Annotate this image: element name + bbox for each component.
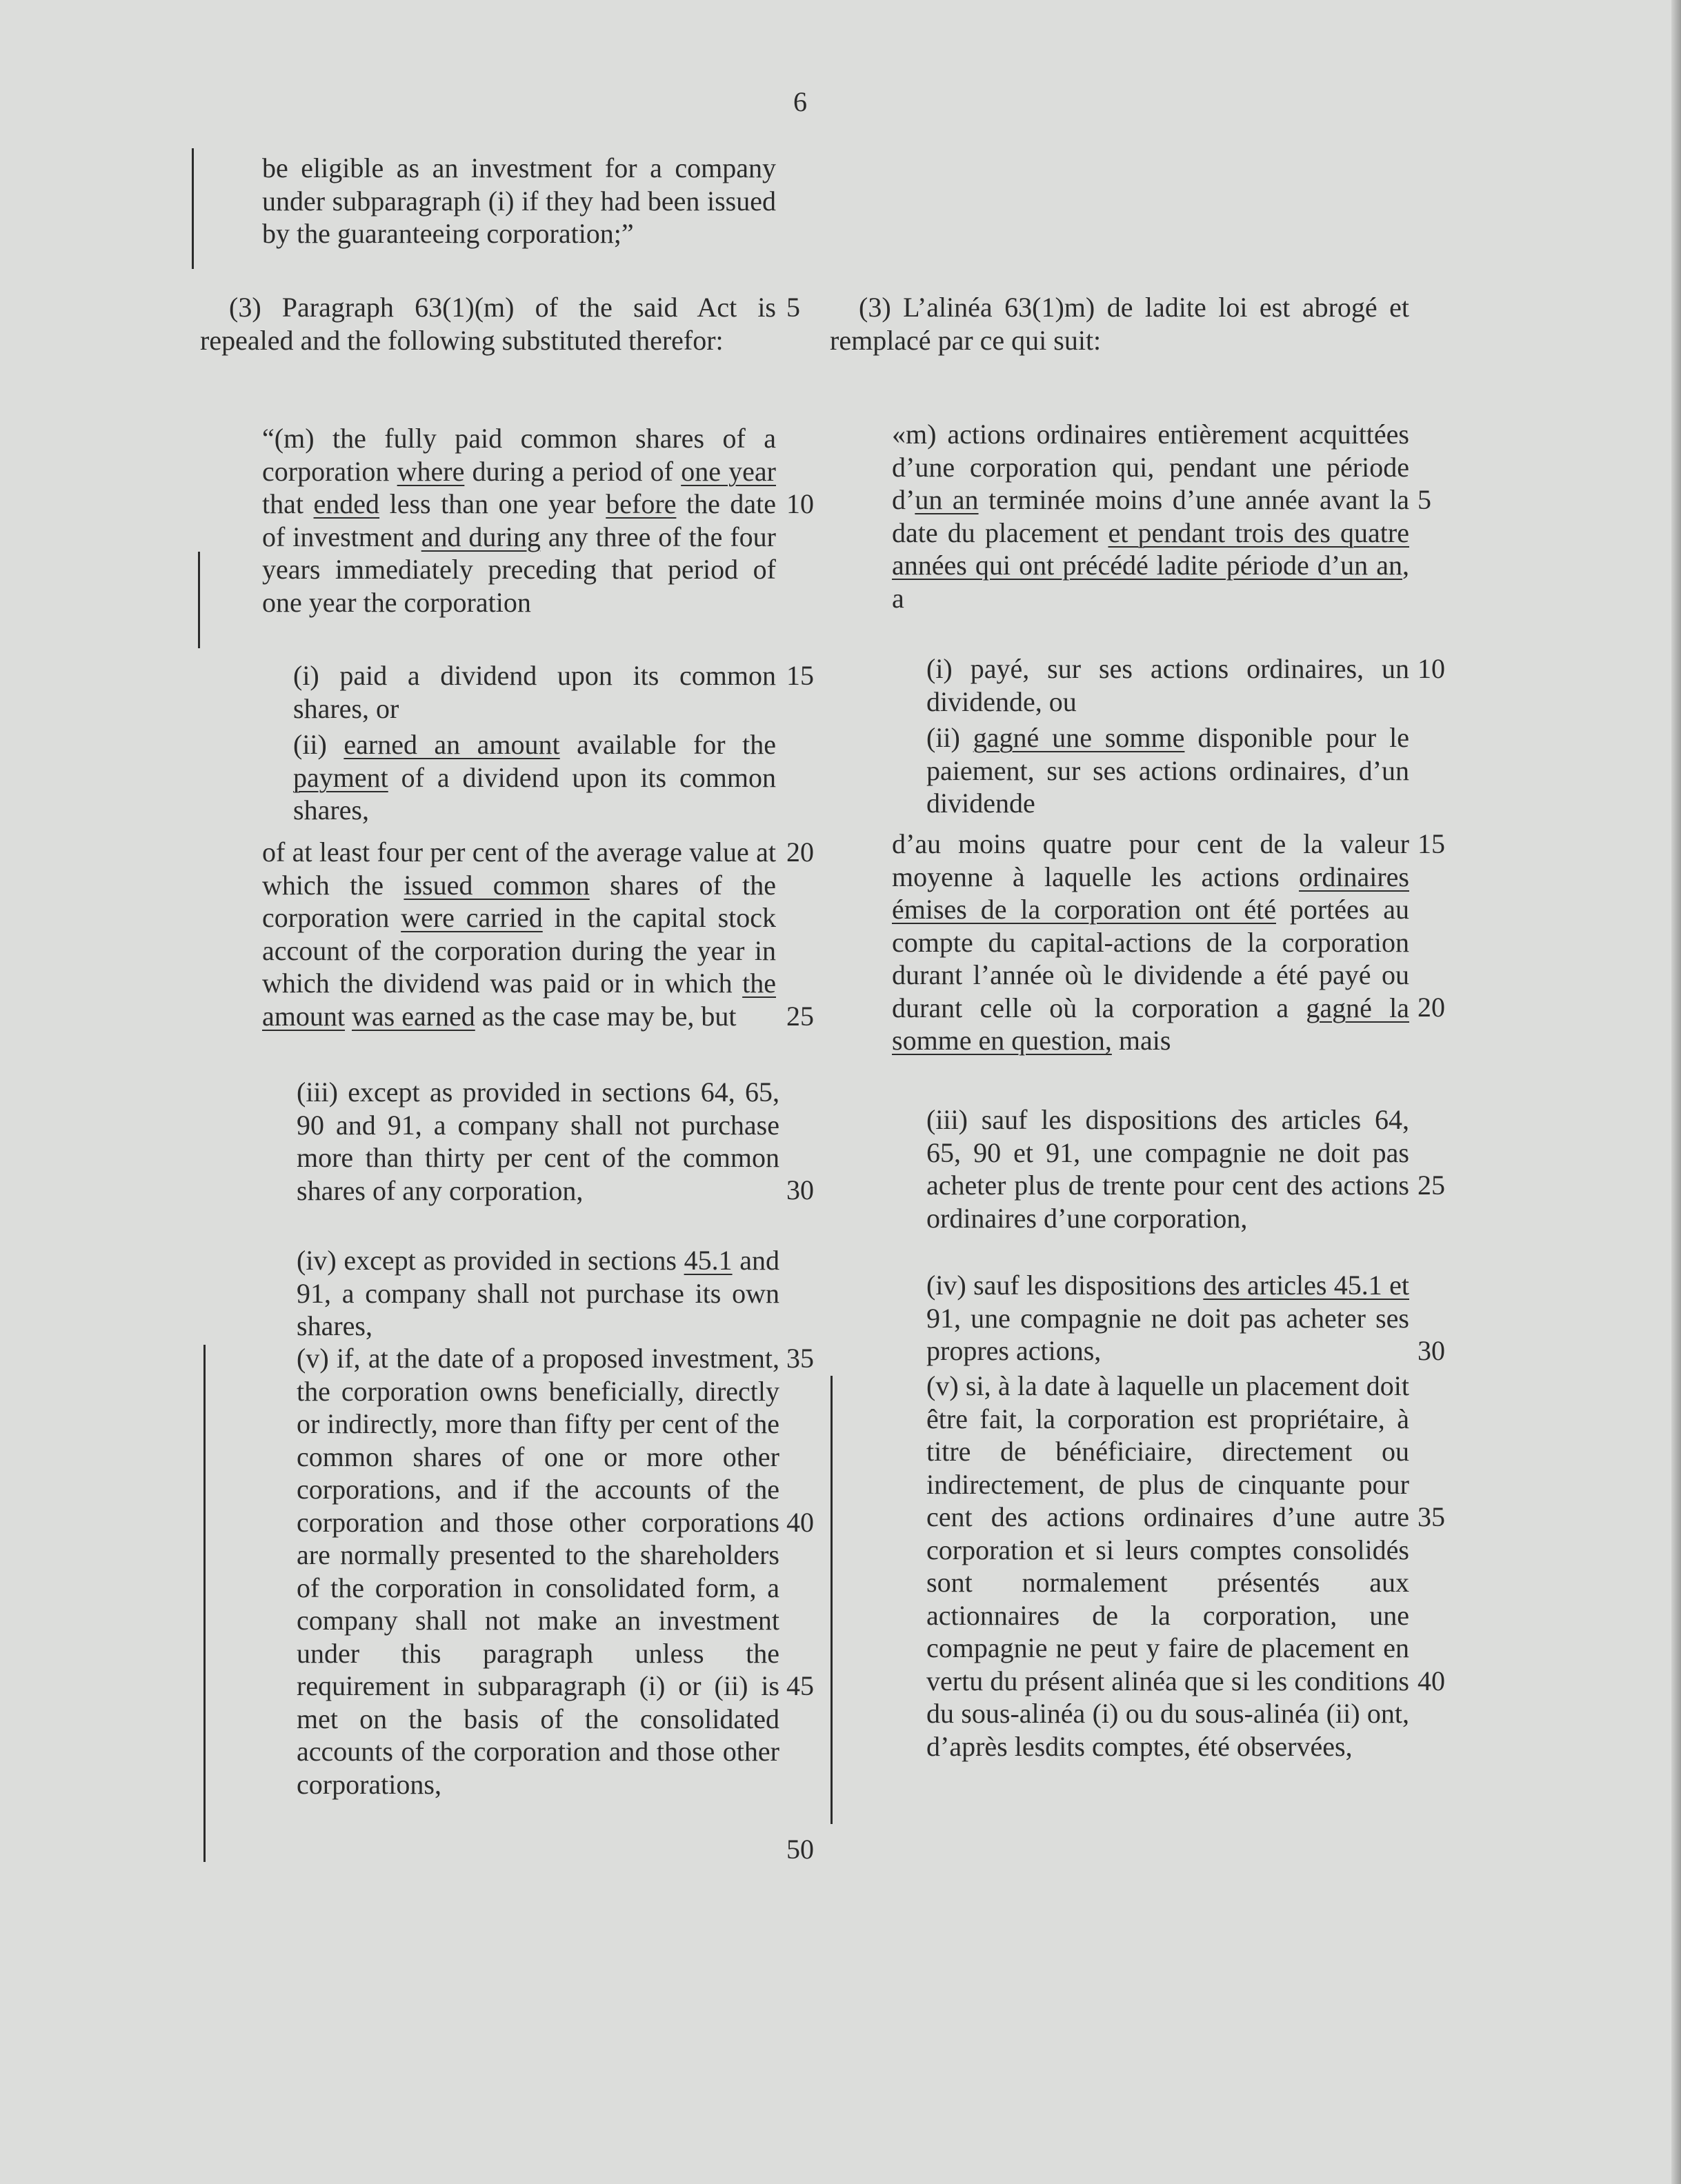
line-number: 45 — [786, 1670, 814, 1701]
fr-subparagraph-ii: (ii) gagné une somme disponible pour le paiement, sur ses actions ordinaires, d’un dividende — [926, 722, 1409, 819]
en-subparagraph-i: (i) paid a dividend upon its common shares, or — [293, 660, 776, 724]
line-number: 10 — [1418, 653, 1445, 684]
page-edge — [1671, 0, 1681, 2184]
en-at-least-clause: of at least four per cent of the average value at which the issued common shares of the corporation were carried in the capital stock account of the corporation during the year in which the dividend was paid or in which the amount was earned as the case may be, but — [262, 836, 776, 1032]
line-number: 15 — [786, 660, 814, 691]
fr-subparagraph-iii: (iii) sauf les dispositions des articles 64, 65, 90 et 91, une compagnie ne doit pas acheter plus de trente pour cent des actions ordinaires d’une corporation, — [926, 1104, 1409, 1234]
line-number: 30 — [1418, 1335, 1445, 1366]
en-subparagraph-iii: (iii) except as provided in sections 64, 65, 90 and 91, a company shall not purchase more than thirty per cent of the common shares of any corporation, — [297, 1076, 779, 1206]
en-subparagraph-v: (v) if, at the date of a proposed investment, the corporation owns beneficially, directly or indirectly, more than fifty per cent of the common shares of one or more other corporations, and if the accounts of the corporation and those other corporations are normally presented to the shareholders of the corporation in consolidated form, a company shall not make an investment under this paragraph unless the requirement in subparagraph (i) or (ii) is met on the basis of the consolidated accounts of the corporation and those other corporations, — [297, 1343, 779, 1800]
margin-change-bar — [192, 148, 194, 269]
line-number: 50 — [786, 1834, 814, 1865]
en-subparagraph-ii: (ii) earned an amount available for the payment of a dividend upon its common shares, — [293, 729, 776, 825]
fr-at-least-clause: d’au moins quatre pour cent de la valeur moyenne à laquelle les actions ordinaires émises de la corporation ont été portées au compte du capital-actions de la corporation durant l’année où le dividende a été payé ou durant celle où la corporation a gagné la somme en question, mais — [892, 828, 1410, 1056]
fr-subsection-3-intro: (3) L’alinéa 63(1)m) de ladite loi est abrogé et remplacé par ce qui suit: — [830, 292, 1409, 356]
en-subsection-3-intro: (3) Paragraph 63(1)(m) of the said Act is repealed and the following substituted therefor: — [200, 292, 776, 356]
fr-subparagraph-iv: (iv) sauf les dispositions des articles 45.1 et 91, une compagnie ne doit pas acheter ses propres actions, — [926, 1270, 1409, 1366]
page-number: 6 — [793, 86, 807, 117]
line-number: 30 — [786, 1174, 814, 1205]
line-number: 35 — [1418, 1501, 1445, 1532]
line-number: 35 — [786, 1343, 814, 1374]
line-number: 10 — [786, 488, 814, 519]
fr-subparagraph-i: (i) payé, sur ses actions ordinaires, un dividende, ou — [926, 653, 1409, 717]
line-number: 25 — [786, 1001, 814, 1032]
line-number: 20 — [786, 836, 814, 868]
line-number: 5 — [786, 292, 800, 323]
fr-subparagraph-v: (v) si, à la date à laquelle un placement doit être fait, la corporation est propriétaire, à titre de bénéficiaire, directement ou indirectement, de plus de cinquante pour cent des actions ordinaires d’une autre corporation et si leurs comptes consolidés sont normalement présentés aux actionnaires de la corporation, une compagnie ne peut y faire de placement en vertu du présent alinéa que si les conditions du sous-alinéa (i) ou du sous-alinéa (ii) ont, d’après lesdits comptes, été observées, — [926, 1370, 1409, 1762]
line-number: 25 — [1418, 1170, 1445, 1201]
en-subparagraph-iv: (iv) except as provided in sections 45.1 and 91, a company shall not purchase its own shares, — [297, 1245, 779, 1341]
fr-paragraph-m: «m) actions ordinaires entièrement acquittées d’une corporation qui, pendant une période d’un an terminée moins d’une année avant la date du placement et pendant trois des quatre années qui ont précédé ladite période d’un an, a — [892, 419, 1409, 614]
en-paragraph-continuation: be eligible as an investment for a company under subparagraph (i) if they had been issued by the guaranteeing corporation;” — [262, 152, 776, 249]
line-number: 5 — [1418, 484, 1431, 515]
line-number: 40 — [786, 1507, 814, 1538]
line-number: 40 — [1418, 1665, 1445, 1696]
line-number: 20 — [1418, 992, 1445, 1023]
line-number: 15 — [1418, 828, 1445, 859]
en-paragraph-m: “(m) the fully paid common shares of a corporation where during a period of one year that ended less than one year before the date of investment and during any three of the four years immediately preceding that period of one year the corporation — [262, 423, 776, 618]
